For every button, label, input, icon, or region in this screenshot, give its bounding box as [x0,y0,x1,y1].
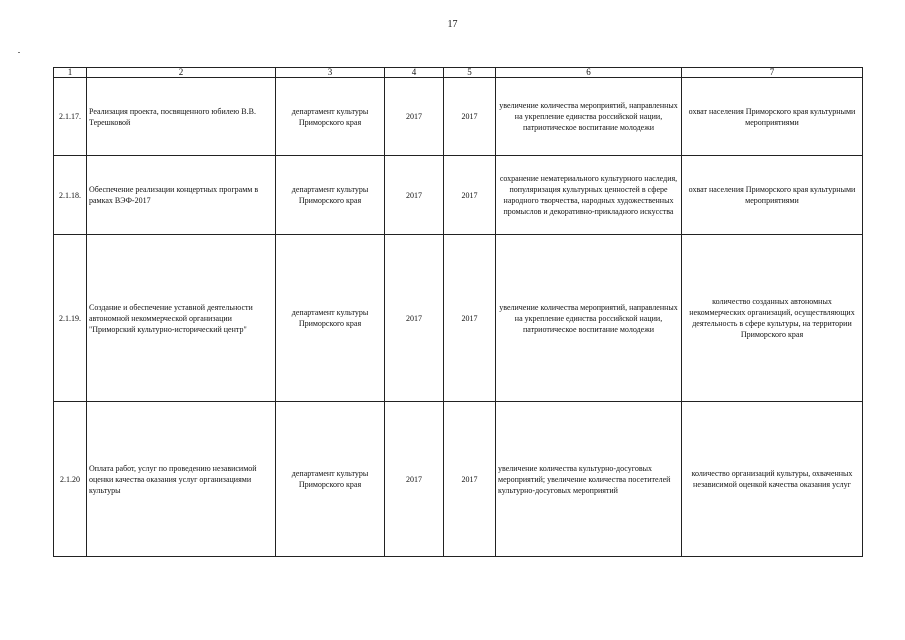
row-end-year: 2017 [444,402,496,557]
row-executor: департамент культуры Приморского края [276,402,385,557]
row-name: Оплата работ, услуг по проведению независимой оценки качества оказания услуг организациями культуры [87,402,276,557]
table-row [54,235,863,402]
row-indicator: охват населения Приморского края культурными мероприятиями [682,78,863,156]
row-code: 2.1.20 [54,402,87,557]
scan-speck [18,52,20,53]
column-header: 7 [682,68,863,78]
row-start-year: 2017 [385,78,444,156]
row-executor: департамент культуры Приморского края [276,78,385,156]
column-header: 1 [54,68,87,78]
row-name: Создание и обеспечение уставной деятельности автономной некоммерческой организации "Приморский культурно-исторический центр" [87,235,276,402]
row-indicator: количество организаций культуры, охваченных независимой оценкой качества оказания услуг [682,402,863,557]
plan-table [53,67,863,557]
row-code: 2.1.17. [54,78,87,156]
row-indicator: количество созданных автономных некоммерческих организаций, осуществляющих деятельность в сфере культуры, на территории Приморского края [682,235,863,402]
row-end-year: 2017 [444,235,496,402]
column-header: 5 [444,68,496,78]
row-name: Обеспечение реализации концертных программ в рамках ВЭФ-2017 [87,156,276,235]
row-name: Реализация проекта, посвященного юбилею В.В. Терешковой [87,78,276,156]
header-row [54,68,863,78]
row-start-year: 2017 [385,156,444,235]
row-start-year: 2017 [385,402,444,557]
column-header: 3 [276,68,385,78]
row-result: увеличение количества мероприятий, направленных на укрепление единства российской нации, патриотическое воспитание молодежи [496,78,682,156]
table-row [54,156,863,235]
table-row [54,402,863,557]
row-end-year: 2017 [444,156,496,235]
row-end-year: 2017 [444,78,496,156]
column-header: 2 [87,68,276,78]
row-executor: департамент культуры Приморского края [276,156,385,235]
row-code: 2.1.19. [54,235,87,402]
row-result: сохранение нематериального культурного наследия, популяризация культурных ценностей в сфере народного творчества, народных художественных промыслов и декоративно-прикладного искусства [496,156,682,235]
column-header: 6 [496,68,682,78]
row-result: увеличение количества культурно-досуговых мероприятий; увеличение количества посетителей культурно-досуговых мероприятий [496,402,682,557]
row-executor: департамент культуры Приморского края [276,235,385,402]
column-header: 4 [385,68,444,78]
row-indicator: охват населения Приморского края культурными мероприятиями [682,156,863,235]
page-number: 17 [447,19,458,30]
row-code: 2.1.18. [54,156,87,235]
row-start-year: 2017 [385,235,444,402]
row-result: увеличение количества мероприятий, направленных на укрепление единства российской нации, патриотическое воспитание молодежи [496,235,682,402]
table-row [54,78,863,156]
